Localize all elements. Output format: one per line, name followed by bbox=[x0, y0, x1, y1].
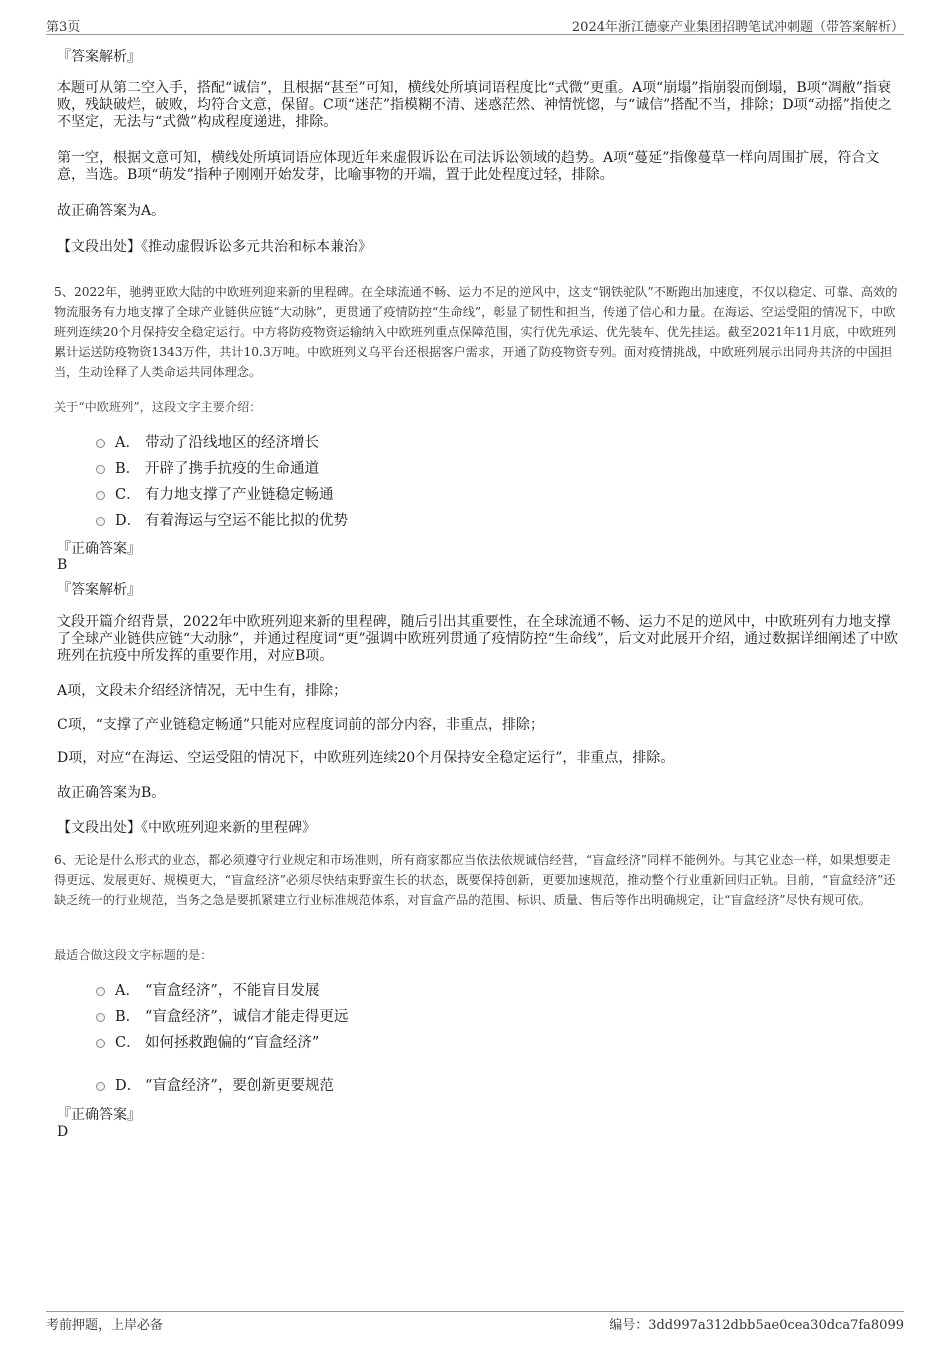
option-text: 有力地支撑了产业链稳定畅通 bbox=[145, 486, 334, 503]
radio-icon[interactable] bbox=[96, 465, 105, 474]
option-text: “盲盒经济”，诚信才能走得更远 bbox=[145, 1008, 349, 1025]
answer-value: B bbox=[57, 557, 68, 573]
radio-icon[interactable] bbox=[96, 1082, 105, 1091]
option-letter: D． bbox=[115, 1077, 142, 1094]
option-letter: A． bbox=[115, 434, 140, 451]
answer-label: 『正确答案』 bbox=[57, 1107, 141, 1123]
analysis-paragraph bbox=[57, 80, 902, 131]
radio-icon[interactable] bbox=[96, 439, 105, 448]
option-c[interactable] bbox=[96, 1030, 319, 1052]
option-text: 开辟了携手抗疫的生命通道 bbox=[145, 460, 319, 477]
analysis-text: 本题可从第二空入手，搭配“诚信”，且根据“甚至”可知，横线处所填词语程度比“式微”更重。A项“崩塌”指崩裂而倒塌，B项“凋敝”指衰败，残缺破烂，破败，均符合文意，保留。C项“迷茫”指模糊不清、迷惑茫然、神情恍惚，与“诚信”搭配不当，排除；D项“动摇”指使之不坚定，无法与“式微”构成程度递进，排除。 bbox=[57, 80, 892, 130]
option-letter: D． bbox=[115, 512, 142, 529]
radio-icon[interactable] bbox=[96, 1039, 105, 1048]
option-text: 带动了沿线地区的经济增长 bbox=[145, 434, 319, 451]
source-citation: 【文段出处】《推动虚假诉讼多元共治和标本兼治》 bbox=[57, 239, 372, 255]
option-d[interactable] bbox=[96, 1073, 334, 1095]
analysis-label: 『答案解析』 bbox=[57, 582, 141, 598]
option-text: “盲盒经济”，要创新更要规范 bbox=[145, 1077, 334, 1094]
radio-icon[interactable] bbox=[96, 517, 105, 526]
page-number: 第3页 bbox=[46, 20, 81, 35]
option-text: 如何拯救跑偏的“盲盒经济” bbox=[145, 1034, 320, 1051]
option-letter: B． bbox=[115, 460, 141, 477]
option-letter: C． bbox=[115, 1034, 141, 1051]
question-stem: 6、无论是什么形式的业态，都必须遵守行业规定和市场准则，所有商家都应当依法依规诚信经营，“盲盒经济”同样不能例外。与其它业态一样，如果想要走得更远、发展更好、规模更大，“盲盒经济”必须尽快结束野蛮生长的状态，既要保持创新，更要加速规范，推动整个行业重新回归正轨。目前，“盲盒经济”还缺乏统一的行业规范，当务之急是要抓紧建立行业标准规范体系，对盲盒产品的范围、标识、质量、售后等作出明确规定，让“盲盒经济”尽快有规可依。 bbox=[54, 853, 896, 907]
question-prompt: 最适合做这段文字标题的是： bbox=[54, 948, 213, 962]
option-text: “盲盒经济”，不能盲目发展 bbox=[145, 982, 320, 999]
footer-slogan: 考前押题，上岸必备 bbox=[46, 1318, 164, 1333]
option-d[interactable] bbox=[96, 508, 348, 530]
option-b[interactable] bbox=[96, 1004, 348, 1026]
analysis-text: A项，文段未介绍经济情况，无中生有，排除； bbox=[57, 683, 348, 699]
option-c[interactable] bbox=[96, 482, 334, 504]
radio-icon[interactable] bbox=[96, 491, 105, 500]
option-a[interactable] bbox=[96, 978, 319, 1000]
option-text: 有着海运与空运不能比拟的优势 bbox=[145, 512, 348, 529]
conclusion-text: 故正确答案为B。 bbox=[57, 785, 166, 801]
analysis-text: 第一空，根据文意可知，横线处所填词语应体现近年来虚假诉讼在司法诉讼领域的趋势。A项“蔓延”指像蔓草一样向周围扩展，符合文意，当选。B项“萌发”指种子刚刚开始发芽，比喻事物的开端，置于此处程度过轻，排除。 bbox=[57, 150, 880, 183]
analysis-text: C项，“支撑了产业链稳定畅通”只能对应程度词前的部分内容，非重点，排除； bbox=[57, 717, 545, 733]
document-title: 2024年浙江德豪产业集团招聘笔试冲刺题（带答案解析） bbox=[571, 20, 904, 35]
document-code: 编号：3dd997a312dbb5ae0cea30dca7fa8099 bbox=[609, 1318, 904, 1333]
analysis-label: 『答案解析』 bbox=[57, 49, 141, 65]
conclusion-text: 故正确答案为A。 bbox=[57, 203, 166, 219]
answer-value: D bbox=[57, 1124, 69, 1140]
analysis-paragraph bbox=[57, 150, 902, 184]
source-citation: 【文段出处】《中欧班列迎来新的里程碑》 bbox=[57, 820, 316, 836]
page-footer bbox=[46, 1311, 904, 1333]
option-letter: B． bbox=[115, 1008, 141, 1025]
question-prompt: 关于“中欧班列”，这段文字主要介绍： bbox=[54, 400, 262, 414]
radio-icon[interactable] bbox=[96, 987, 105, 996]
analysis-text: D项，对应“在海运、空运受阻的情况下，中欧班列连续20个月保持安全稳定运行”，非重点，排除。 bbox=[57, 750, 675, 766]
analysis-text: 文段开篇介绍背景，2022年中欧班列迎来新的里程碑，随后引出其重要性，在全球流通不畅、运力不足的逆风中，中欧班列有力地支撑了全球产业链供应链“大动脉”，并通过程度词“更”强调中欧班列贯通了疫情防控“生命线”，后文对此展开介绍，通过数据详细阐述了中欧班列在抗疫中所发挥的重要作用，对应B项。 bbox=[57, 614, 898, 664]
radio-icon[interactable] bbox=[96, 1013, 105, 1022]
option-letter: A． bbox=[115, 982, 140, 999]
option-a[interactable] bbox=[96, 430, 319, 452]
option-letter: C． bbox=[115, 486, 141, 503]
analysis-paragraph bbox=[57, 614, 902, 665]
question-stem: 5、2022年，驰骋亚欧大陆的中欧班列迎来新的里程碑。在全球流通不畅、运力不足的逆风中，这支“钢铁驼队”不断跑出加速度，不仅以稳定、可靠、高效的物流服务有力地支撑了全球产业链供应链“大动脉”，更贯通了疫情防控“生命线”，彰显了韧性和担当，传递了信心和力量。在海运、空运受阻的情况下，中欧班列连续20个月保持安全稳定运行。中方将防疫物资运输纳入中欧班列重点保障范围，实行优先承运、优先装车、优先挂运。截至2021年11月底，中欧班列累计运送防疫物资1343万件，共计10.3万吨。中欧班列义乌平台还根据客户需求，开通了防疫物资专列。面对疫情挑战，中欧班列展示出同舟共济的中国担当，生动诠释了人类命运共同体理念。 bbox=[54, 285, 898, 379]
option-b[interactable] bbox=[96, 456, 319, 478]
answer-label: 『正确答案』 bbox=[57, 541, 141, 557]
page-header bbox=[46, 14, 904, 35]
